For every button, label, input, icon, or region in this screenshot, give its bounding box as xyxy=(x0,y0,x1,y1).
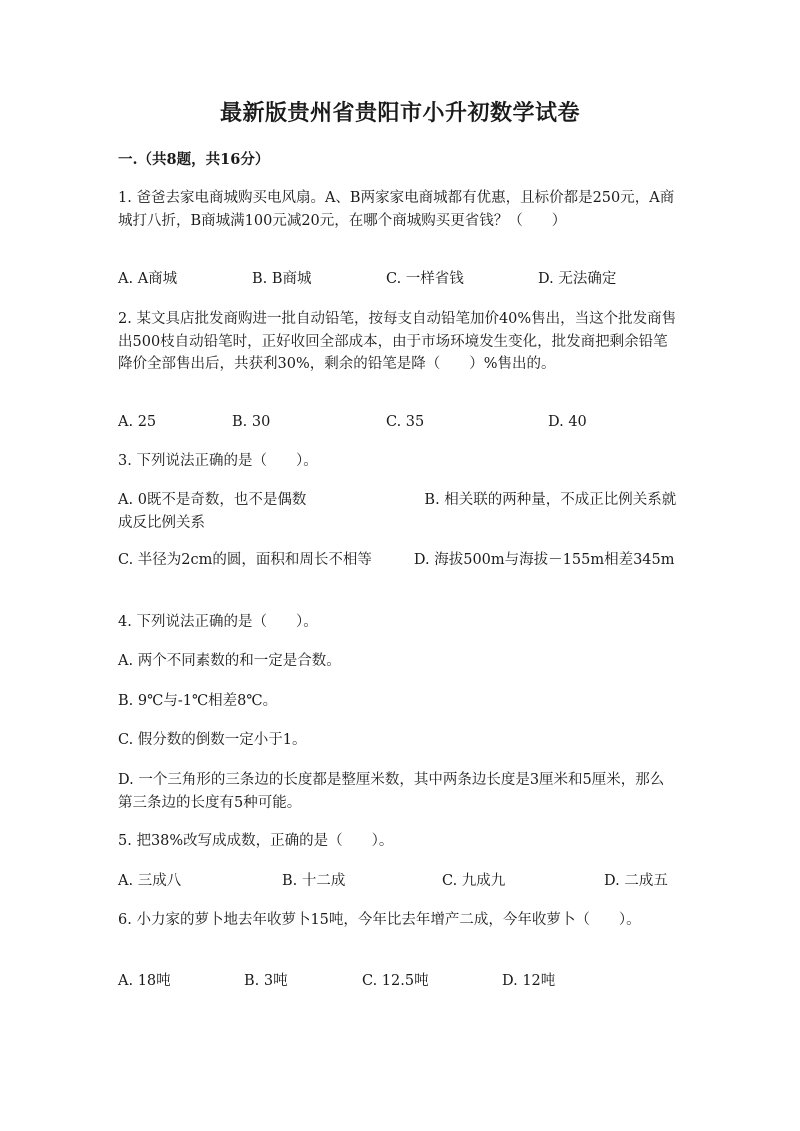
question-3-stem: 3. 下列说法正确的是（ ）。 xyxy=(118,453,318,469)
question-2-option-b: B. 30 xyxy=(232,414,271,430)
question-3-option-c: C. 半径为2cm的圆，面积和周长不相等 xyxy=(118,552,372,568)
question-2-options xyxy=(118,411,678,433)
question-3-option-d: D. 海拔500m与海拔－155m相差345m xyxy=(413,552,675,568)
question-6-option-c: C. 12.5吨 xyxy=(362,973,429,989)
question-3-option-a: A. 0既不是奇数，也不是偶数 xyxy=(118,492,307,508)
question-6-options xyxy=(118,970,678,992)
question-1-options xyxy=(118,268,678,290)
question-5-option-d: D. 二成五 xyxy=(604,873,668,889)
question-6-option-a: A. 18吨 xyxy=(118,973,171,989)
question-6-option-b: B. 3吨 xyxy=(244,973,288,989)
question-4-option-c: C. 假分数的倒数一定小于1。 xyxy=(118,732,307,748)
question-2-stem: 2. 某文具店批发商购进一批自动铅笔，按每支自动铅笔加价40%售出，当这个批发商售出500枝自动铅笔时，正好收回全部成本，由于市场环境发生变化，批发商把剩余铅笔降价全部售出后，共获利30%，剩余的铅笔是降（ ）%售出的。 xyxy=(118,311,677,372)
question-6-stem: 6. 小力家的萝卜地去年收萝卜15吨，今年比去年增产二成，今年收萝卜（ ）。 xyxy=(118,912,641,928)
question-1-stem: 1. 爸爸去家电商城购买电风扇。A、B两家家电商城都有优惠，且标价都是250元，A商城打八折，B商城满100元减20元，在哪个商城购买更省钱？（ ） xyxy=(118,190,675,229)
question-4-option-b: B. 9℃与-1℃相差8℃。 xyxy=(118,693,278,709)
question-4-stem: 4. 下列说法正确的是（ ）。 xyxy=(118,614,318,630)
question-2-option-a: A. 25 xyxy=(118,414,157,430)
question-3-options-row-2 xyxy=(118,549,678,572)
question-4-option-a: A. 两个不同素数的和一定是合数。 xyxy=(118,653,341,669)
question-5-option-a: A. 三成八 xyxy=(118,873,182,889)
question-2-option-c: C. 35 xyxy=(386,414,425,430)
question-2-option-d: D. 40 xyxy=(548,414,587,430)
question-3-option-b: B. 相关联的两种量，不成正比例关系就成反比例关系 xyxy=(118,492,677,531)
question-1-option-a: A. A商城 xyxy=(118,271,178,287)
question-1-option-b: B. B商城 xyxy=(252,271,312,287)
question-3-options-row-1 xyxy=(118,489,678,534)
question-1-option-c: C. 一样省钱 xyxy=(386,271,464,287)
question-4-option-d: D. 一个三角形的三条边的长度都是整厘米数，其中两条边长度是3厘米和5厘米，那么第三条边的长度有5种可能。 xyxy=(118,772,665,811)
question-5-stem: 5. 把38%改写成成数，正确的是（ ）。 xyxy=(118,833,394,849)
question-6-option-d: D. 12吨 xyxy=(502,973,556,989)
question-5-options xyxy=(118,870,678,892)
question-5-option-c: C. 九成九 xyxy=(442,873,506,889)
question-1-option-d: D. 无法确定 xyxy=(538,271,617,287)
section-heading: 一.（共8题，共16分） xyxy=(118,151,270,168)
question-5-option-b: B. 十二成 xyxy=(282,873,346,889)
page-title: 最新版贵州省贵阳市小升初数学试卷 xyxy=(219,100,580,126)
